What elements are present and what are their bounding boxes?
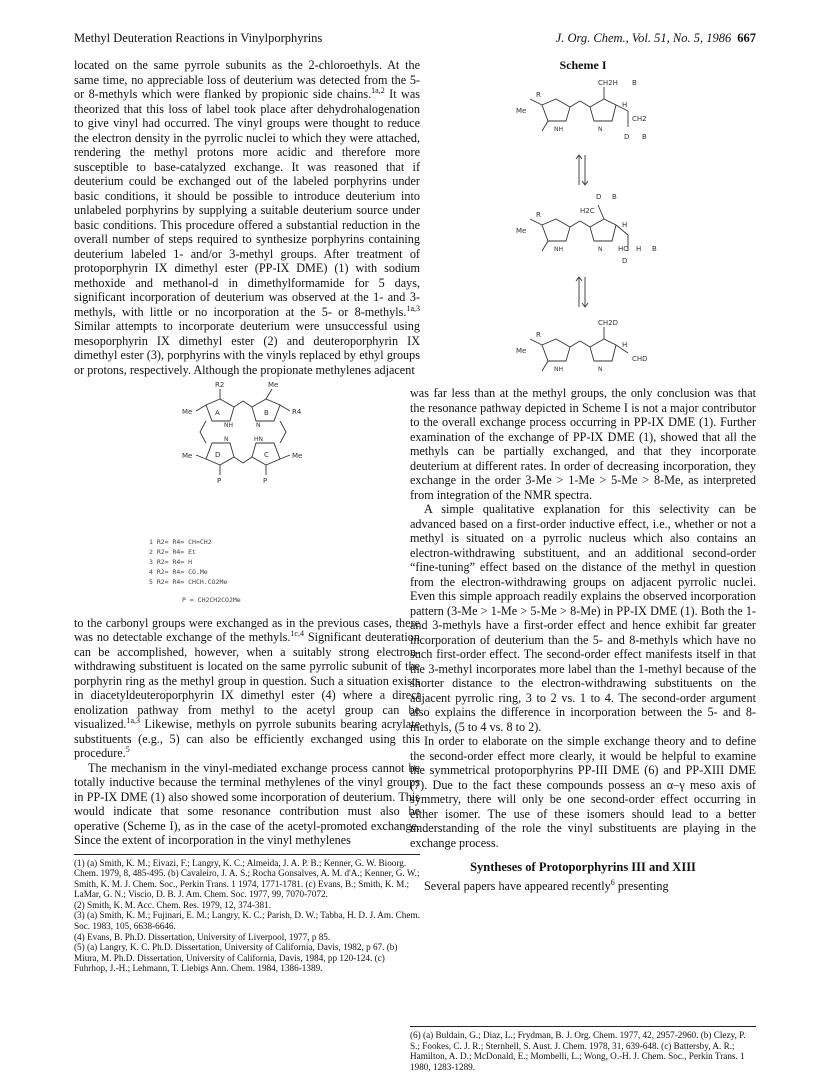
ring-label: D: [215, 451, 221, 459]
p-definition: P = CH2CH2CO2Me: [182, 596, 241, 604]
label: NH: [554, 245, 563, 253]
ring-label: A: [215, 409, 220, 417]
label-me: Me: [268, 381, 279, 389]
text-run: Similar attempts to incorporate deuterium were unsuccessful using mesoporphyrin IX dimethyl ester (2) and deuteroporphyrin IX dimethyl ester (3), porphyrins with the vinyls replaced by ethyl groups or protons, respectively. Although the propionate methylenes adjacent: [74, 319, 420, 377]
paragraph: was far less than at the methyl groups, the only conclusion was that the resonance pathway depicted in Scheme I is not a major contributor to the overall exchange process occurring in PP-IX DME (1). Further examination of the exchange of PP-IX DME (1), showed that all the methyls can be partially exchanged, and that they incorporate deuterium at different rates. In order of decreasing incorporation, they exchange in the order 3-Me > 1-Me > 5-Me > 8-Me, as interpreted from integration of the NMR spectra.: [410, 386, 756, 502]
label: CH2: [632, 114, 647, 123]
porphyrin-ring-diagram: [74, 377, 420, 537]
label-nh: NH: [224, 422, 233, 429]
scheme-title: Scheme I: [559, 58, 607, 72]
paragraph: In order to elaborate on the simple exchange theory and to define the second-order effect more clearly, it would be helpful to examine the symmetrical protoporphyrins PP-III DME (6) and PP-XIII DME (7). Due to the fact these compounds possess an α–γ meso axis of symmetry, there will only be one second-order effect occurring in either isomer. The use of these isomers should lead to a better understanding of the role the vinyl substituents are playing in the exchange process.: [410, 734, 756, 850]
text-run: Likewise, methyls on pyrrole subunits bearing acrylate substituents (e.g., 5) can also be efficiently exchanged using this procedure.: [74, 717, 420, 760]
label: B: [642, 132, 647, 141]
citation-ref: 5: [125, 744, 130, 754]
scheme-i-diagram: [410, 75, 756, 383]
label: D: [622, 256, 628, 265]
label: N: [598, 125, 603, 133]
label: NH: [554, 125, 563, 133]
text-run: Significant deuteration can be accomplished, however, when a suitably strong electron-withdrawing substituent is located on the same pyrrolic subunit of the porphyrin ring as the methyl group in question. Such a situation exists in diacetyldeuteroporphyrin IX dimethyl ester (4) where a direct enolization pathway from methyl to the acetyl group can be visualized.: [74, 630, 420, 731]
paragraph: [410, 879, 756, 894]
label: N: [598, 365, 603, 373]
label-me: Me: [292, 452, 303, 460]
label: H: [622, 220, 628, 229]
citation-ref: 6: [610, 877, 615, 887]
label-me: Me: [182, 452, 193, 460]
left-column: [74, 58, 420, 974]
running-title: Methyl Deuteration Reactions in Vinylporphyrins: [74, 31, 323, 45]
paragraph: [74, 58, 420, 377]
label: HC: [618, 244, 629, 253]
footnotes: [74, 854, 420, 975]
footnote: (4) Evans, B. Ph.D. Dissertation, University of Liverpool, 1977, p 85.: [74, 931, 331, 942]
label: Me: [516, 106, 527, 115]
label-n: N: [256, 422, 261, 429]
paragraph: The mechanism in the vinyl-mediated exchange process cannot be totally inductive because the terminal methylenes of the vinyl groups in PP-IX DME (1) also showed some incorporation of deuterium. This would indicate that some resonance contribution must also be operative (Scheme I), as in the case of the acetyl-promoted exchange. Since the extent of incorporation in the vinyl methylenes: [74, 760, 420, 847]
footnote: (5) (a) Langry, K. C. Ph.D. Dissertation, University of California, Davis, 1982, p 67. (b) Miura, M. Ph.D. Dissertation, University of California, Davis, 1984, pp 120-124. (c) Fuhrhop, J.-H.; Lehmann, T. Liebigs Ann. Chem. 1984, 1386-1389.: [74, 942, 398, 974]
journal-ref: J. Org. Chem., Vol. 51, No. 5, 1986: [555, 31, 732, 45]
legend-item: 4 R2= R4= CO.Me: [149, 568, 208, 576]
citation-ref: 1a,3: [126, 715, 141, 725]
label-n: N: [224, 436, 229, 443]
label: B: [612, 192, 617, 201]
legend-item: 5 R2= R4= CHCH.CO2Me: [149, 578, 228, 586]
label-hn: HN: [254, 436, 263, 443]
label: H: [622, 340, 628, 349]
footnote: (2) Smith, K. M. Acc. Chem. Res. 1979, 12, 374-381.: [74, 899, 272, 910]
page-number: 667: [737, 31, 756, 45]
label: Me: [516, 346, 527, 355]
label-me: Me: [182, 408, 193, 416]
label: CH2D: [598, 318, 618, 327]
label: B: [652, 244, 657, 253]
paragraph: [74, 616, 420, 761]
label-p: P: [217, 477, 222, 485]
label: R: [536, 330, 541, 339]
label-r2: R2: [215, 381, 225, 389]
label: B: [632, 78, 637, 87]
journal-citation: [556, 31, 756, 46]
text-run: presenting: [614, 878, 669, 893]
label: CHD: [632, 354, 648, 363]
label: NH: [554, 365, 563, 373]
paragraph: A simple qualitative explanation for this selectivity can be advanced based on a first-order inductive effect, i.e., whether or not a methyl is situated on a pyrrolic nucleus which also contains an electron-withdrawing substituent, and an additional second-order “fine-tuning” effect based on the distance of the methyl in question from the electron-withdrawing groups on adjacent pyrrolic nuclei. Even this simple approach readily explains the observed incorporation pattern (3-Me > 1-Me > 5-Me > 8-Me) in PP-IX DME (1). Both the 1- and 3-methyls have a first-order effect and hence exhibit far greater incorporation of deuterium than the 5- and 8-methyls which have no such first-order effect. The second-order effect manifests itself in that the 3-methyl incorporates more label than the 1-methyl because of the shorter distance to the electron-withdrawing substituents on the adjacent pyrrolic ring, 3 to 2 vs. 1 to 4. The second-order argument also explains the difference in incorporation between the 5- and 8-methyls, (5 to 4 vs. 8 to 2).: [410, 502, 756, 734]
footnote: (3) (a) Smith, K. M.; Fujinari, E. M.; Langry, K. C.; Parish, D. W.; Tabba, H. D. J. Am. Chem. Soc. 1983, 105, 6638-6646.: [74, 910, 420, 932]
legend-item: 3 R2= R4= H: [149, 558, 193, 566]
label: R: [536, 90, 541, 99]
label: H: [622, 100, 628, 109]
legend-item: 2 R2= R4= Et: [149, 548, 196, 556]
right-column: [410, 58, 756, 893]
label: D: [596, 192, 602, 201]
text-run: located on the same pyrrole subunits as the 2-chloroethyls. At the same time, no appreciable loss of deuterium was detected from the 5- or 8-methyls which were flanked by propionic side chains.: [74, 58, 420, 101]
label: CH2H: [598, 78, 618, 87]
text-run: It was theorized that this loss of label took place after dehydrohalogenation to give vinyl had occurred. The vinyl groups were thought to reduce the electron density in the pyrrolic nuclei to which they were attached, rendering the methyl protons more acidic and therefore more susceptible to base-catalyzed exchange. It was reasoned that if deuterium could be exchanged out of the labeled porphyrins under basic conditions, it should be possible to introduce deuterium into unlabeled porphyrins by supplying a suitable deuterium source under basic conditions. This procedure offered a substantial reduction in the overall number of steps required to synthesize porphyrins containing deuterium labeled 1- and/or 3-methyl groups. After treatment of protoporphyrin IX dimethyl ester (PP-IX DME) (1) with sodium methoxide and methanol-d in dimethylformamide for 5 days, significant incorporation of deuterium was observed at the 1- and 3-methyls, with little or no incorporation at the 5- or 8-methyls.: [74, 87, 420, 319]
label: D: [624, 132, 630, 141]
label: R: [536, 210, 541, 219]
ring-label: B: [264, 409, 269, 417]
legend-item: 1 R2= R4= CH=CH2: [149, 538, 212, 546]
citation-ref: 1a,3: [406, 303, 420, 313]
label-p: P: [263, 477, 268, 485]
citation-ref: 1c,4: [290, 628, 304, 638]
label: H2C: [580, 206, 595, 215]
footnote: (1) (a) Smith, K. M.; Eivazi, F.; Langry, K. C.; Almeida, J. A. P. B.; Kenner, G. W. Bioorg. Chem. 1979, 8, 485-495. (b) Cavaleiro, J. A. S.; Rocha Gonsalves, A. M. d'A.; Kenner, G. W.; Smith, K. M. J. Chem. Soc., Perkin Trans. 1 1974, 1771-1781. (c) Evans, B.; Smith, K. M.; LaMar, G. N.; Viscio, D. B. J. Am. Chem. Soc. 1977, 99, 7070-7072.: [74, 857, 420, 900]
text-run: Several papers have appeared recently: [424, 878, 611, 893]
porphyrin-structure-figure: [74, 377, 420, 608]
footnote: (6) (a) Buldain, G.; Diaz, L.; Frydman, B. J. Org. Chem. 1977, 42, 2957-2960. (b) Clezy, P. S.; Fookes, C. J. R.; Sternhell, S. Aust. J. Chem. 1978, 31, 639-648. (c) Battersby, A. R.; Hamilton, A. D.; McDonald, E.; Mombelli, L.; Wong, O.-H. J. Chem. Soc., Perkin Trans. 1 1980, 1283-1289.: [410, 1026, 756, 1072]
text-run: to the carbonyl groups were exchanged as in the previous cases, there was no detectable exchange of the methyls.: [74, 615, 420, 644]
label: N: [598, 245, 603, 253]
label-r4: R4: [292, 408, 302, 416]
label: H: [636, 244, 642, 253]
compound-legend: [149, 537, 420, 587]
section-heading: Syntheses of Protoporphyrins III and XIII: [470, 860, 696, 874]
ring-label: C: [264, 451, 269, 459]
citation-ref: 1a,2: [371, 85, 385, 95]
label: Me: [516, 226, 527, 235]
